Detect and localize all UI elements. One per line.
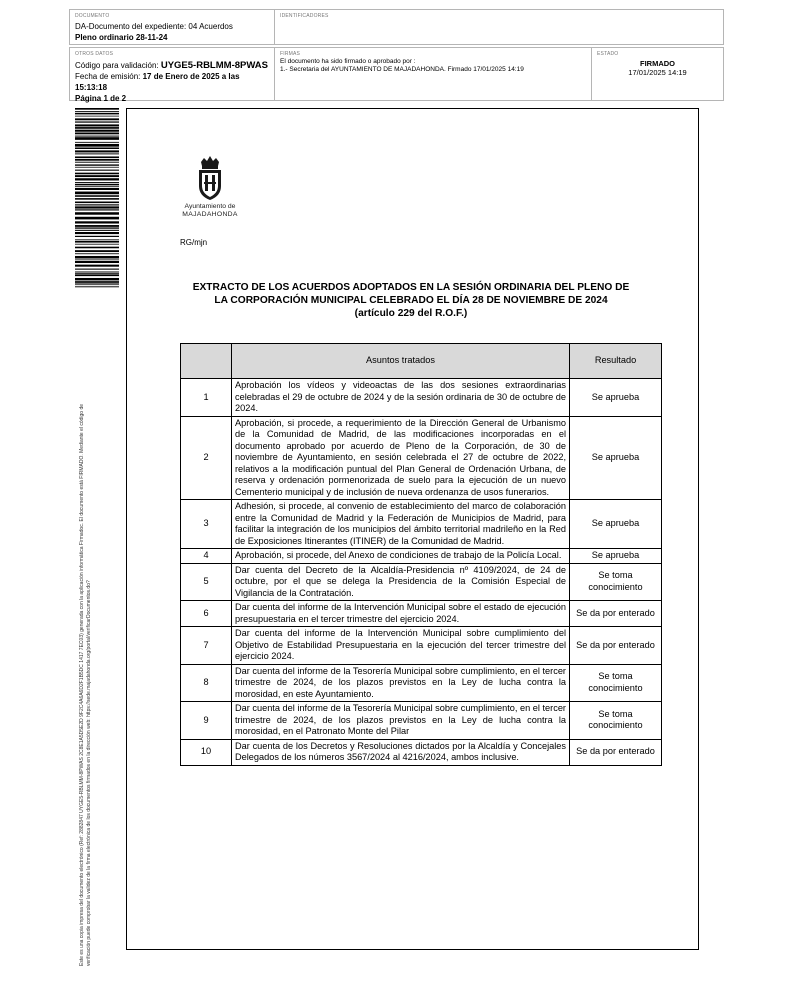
barcode-bar — [75, 247, 119, 249]
barcode-bar — [75, 195, 119, 197]
barcode-bar — [75, 198, 119, 200]
row-number: 3 — [181, 500, 232, 549]
barcode-bar — [75, 113, 119, 115]
barcode-bar — [75, 217, 119, 220]
barcode-bar — [75, 137, 119, 140]
barcode-bar — [75, 124, 119, 126]
codigo-value: UYGE5-RBLMM-8PWAS — [160, 60, 268, 71]
row-number: 2 — [181, 416, 232, 500]
barcode-bar — [75, 184, 119, 186]
row-description: Aprobación, si procede, a requerimiento de la Dirección General de Urbanismo de la Comunidad de Madrid, de las modificaciones incorporadas en el documento aprobado por acuerdo de Pleno de la Corporación, de 30 de noviembre de Ayuntamiento, en sesión celebrada el 27 de octubre de 2022, relativos a la modificación puntual del Plan General de Ordenación Urbana, de reserva y ordenación pormenorizada de suelo para la ejecución de un nuevo Cementerio municipal y de inclusión de nueva ordenanza de usos funerarios. — [232, 416, 570, 500]
barcode-bar — [75, 239, 119, 240]
row-number: 7 — [181, 627, 232, 665]
agreements-table — [180, 343, 662, 766]
row-result: Se toma conocimiento — [570, 563, 662, 601]
row-number: 4 — [181, 549, 232, 564]
barcode-bar — [75, 153, 119, 154]
row-number: 8 — [181, 664, 232, 702]
row-number: 9 — [181, 702, 232, 740]
barcode-bar — [75, 269, 119, 270]
barcode-bar — [75, 206, 119, 208]
barcode-bar — [75, 147, 119, 149]
row-description: Aprobación los vídeos y videoactas de las dos sesiones extraordinarias celebradas el 29 de octubre de 2024 y de la sesión ordinaria de 30 de octubre de 2024. — [232, 379, 570, 417]
table-row — [181, 416, 662, 500]
verification-side-text — [79, 286, 93, 966]
barcode-bar — [75, 250, 119, 252]
row-result: Se aprueba — [570, 379, 662, 417]
row-result: Se da por enterado — [570, 601, 662, 627]
barcode-bar — [75, 204, 119, 205]
logo-line2: MAJADAHONDA — [182, 211, 238, 218]
row-result: Se toma conocimiento — [570, 664, 662, 702]
barcode-bar — [75, 144, 119, 147]
codigo-prefix: Código para validación: — [75, 61, 159, 70]
barcode-bar — [75, 259, 119, 260]
row-result: Se toma conocimiento — [570, 702, 662, 740]
barcode-bar — [75, 202, 119, 204]
estado-label: ESTADO — [597, 51, 619, 57]
row-description: Dar cuenta del Decreto de la Alcaldía-Presidencia nº 4109/2024, de 24 de octubre, por el que se delega la Presidencia de la Comisión Especial de Vigilancia de la Contratación. — [232, 563, 570, 601]
fecha-emision — [75, 71, 269, 93]
barcode-bar — [75, 274, 119, 276]
table-row — [181, 627, 662, 665]
table-row — [181, 664, 662, 702]
title-line2: LA CORPORACIÓN MUNICIPAL CELEBRADO EL DÍA 28 DE NOVIEMBRE DE 2024 — [214, 295, 608, 306]
table-row — [181, 379, 662, 417]
barcode-bar — [75, 232, 119, 234]
estado-value: FIRMADO — [640, 59, 675, 68]
fecha-prefix: Fecha de emisión: — [75, 72, 141, 81]
fecha-value: 17 de Enero de 2025 a las 15:13:18 — [75, 72, 240, 92]
barcode-bar — [75, 130, 119, 132]
side-text-line2: verificación puede comprobar la validez de la firma electrónica de los documentos firmados en la dirección web: https://sede.majadahonda.org/portal/verificarDocumentos.do? — [86, 580, 92, 966]
row-result: Se aprueba — [570, 500, 662, 549]
barcode-bar — [75, 253, 119, 254]
header-documento-box — [69, 9, 275, 45]
barcode-bar — [75, 192, 119, 195]
barcode-bar — [75, 116, 119, 117]
table-row — [181, 563, 662, 601]
barcode-bar — [75, 175, 119, 177]
barcode-bar — [75, 142, 119, 143]
barcode-bar — [75, 212, 119, 214]
table-row — [181, 739, 662, 765]
barcode-bar — [75, 225, 119, 227]
header-number — [181, 344, 232, 379]
documento-line1: DA-Documento del expediente: 04 Acuerdos — [75, 22, 233, 31]
barcode-bar — [75, 164, 119, 165]
reference-initials: RG/mjn — [180, 238, 208, 247]
barcode-bar — [75, 108, 119, 110]
header-estado-box — [591, 47, 724, 101]
table-row — [181, 500, 662, 549]
row-description: Adhesión, si procede, al convenio de establecimiento del marco de colaboración entre la Comunidad de Madrid y la Federación de Municipios de Madrid, para facilitar la integración de los municipios del ámbito territorial madrileño en la Red de Exposiciones Itinerantes (ITINER) de la Comunidad de Madrid. — [232, 500, 570, 549]
barcode-bar — [75, 136, 119, 137]
barcode-bar — [75, 132, 119, 134]
title-line1: EXTRACTO DE LOS ACUERDOS ADOPTADOS EN LA SESIÓN ORDINARIA DEL PLENO DE — [192, 282, 630, 293]
barcode-bar — [75, 244, 119, 245]
row-number: 10 — [181, 739, 232, 765]
coat-of-arms-icon — [193, 155, 227, 201]
barcode-bar — [75, 167, 119, 168]
title-line3: (artículo 229 del R.O.F.) — [354, 308, 468, 319]
barcode-image — [75, 108, 119, 288]
barcode-bar — [75, 173, 119, 175]
header-firmas-box — [274, 47, 592, 101]
barcode-bar — [75, 273, 119, 274]
ayuntamiento-logo — [178, 155, 242, 225]
barcode-bar — [75, 188, 119, 190]
table-row — [181, 549, 662, 564]
row-description: Aprobación, si procede, del Anexo de condiciones de trabajo de la Policía Local. — [232, 549, 570, 564]
barcode-bar — [75, 159, 119, 161]
barcode-bar — [75, 221, 119, 223]
table-row — [181, 601, 662, 627]
side-text-line1: Este es una copia impresa del documento electrónico (Ref: 2882847 UYGE5-RBLMM-8PWAS 2C8E1A5D5E2D 9F2C4A6A6D2F1B5DC 1417 7EC03) generada con la aplicación informática Firmadoc. El documento está FIRMADO. Mediante el código de — [79, 403, 85, 966]
barcode-bar — [75, 236, 119, 237]
identificadores-label: IDENTIFICADORES — [280, 13, 329, 19]
row-result: Se da por enterado — [570, 627, 662, 665]
barcode-bar — [75, 170, 119, 171]
barcode-bar — [75, 118, 119, 120]
barcode-bar — [75, 265, 119, 267]
logo-line1: Ayuntamiento de — [184, 203, 236, 210]
firmas-line1: El documento ha sido firmado o aprobado por : — [280, 58, 416, 65]
codigo-validacion — [75, 60, 269, 71]
row-description: Dar cuenta del informe de la Intervención Municipal sobre el estado de ejecución presupuestaria en el tercer trimestre del ejercicio 2024. — [232, 601, 570, 627]
row-description: Dar cuenta del informe de la Intervención Municipal sobre cumplimiento del Objetivo de Estabilidad Presupuestaria en la ejecución del tercer trimestre del ejercicio 2024. — [232, 627, 570, 665]
barcode-bar — [75, 241, 119, 243]
barcode-bar — [75, 272, 119, 273]
barcode-bar — [75, 256, 119, 259]
row-description: Dar cuenta del informe de la Tesorería Municipal sobre cumplimiento, en el tercer trimestre de 2024, de los plazos previstos en la Ley de lucha contra la morosidad, en este Ayuntamiento. — [232, 664, 570, 702]
barcode-bar — [75, 162, 119, 163]
barcode-bar — [75, 111, 119, 112]
barcode-bar — [75, 227, 119, 228]
barcode-bar — [75, 150, 119, 152]
barcode-bar — [75, 209, 119, 210]
documento-label: DOCUMENTO — [75, 13, 110, 19]
table-row — [181, 702, 662, 740]
header-asuntos: Asuntos tratados — [232, 344, 570, 379]
barcode-bar — [75, 278, 119, 280]
barcode-bar — [75, 127, 119, 129]
barcode-bar — [75, 230, 119, 231]
barcode-bar — [75, 182, 119, 183]
documento-line2: Pleno ordinario 28-11-24 — [75, 33, 168, 42]
row-result: Se aprueba — [570, 549, 662, 564]
estado-date: 17/01/2025 14:19 — [628, 68, 687, 77]
row-number: 6 — [181, 601, 232, 627]
barcode-bar — [75, 156, 119, 158]
row-result: Se aprueba — [570, 416, 662, 500]
barcode-bar — [75, 281, 119, 283]
row-description: Dar cuenta de los Decretos y Resoluciones dictados por la Alcaldía y Concejales Delegados de los números 3567/2024 al 4216/2024, ambos inclusive. — [232, 739, 570, 765]
otros-datos-label: OTROS DATOS — [75, 51, 114, 57]
row-number: 1 — [181, 379, 232, 417]
row-description: Dar cuenta del informe de la Tesorería Municipal sobre cumplimiento, en el tercer trimestre de 2024, de los plazos previstos en la Ley de lucha contra la morosidad, en el Patronato Monte del Pilar — [232, 702, 570, 740]
row-number: 5 — [181, 563, 232, 601]
document-title — [180, 281, 642, 320]
barcode-bar — [75, 178, 119, 180]
header-otros-datos-box — [69, 47, 275, 101]
row-result: Se da por enterado — [570, 739, 662, 765]
header-resultado: Resultado — [570, 344, 662, 379]
table-header-row — [181, 344, 662, 379]
pagina: Página 1 de 2 — [75, 94, 127, 103]
firmas-label: FIRMAS — [280, 51, 301, 57]
barcode-bar — [75, 186, 119, 187]
firmas-line2: 1.- Secretaria del AYUNTAMIENTO DE MAJADAHONDA. Firmado 17/01/2025 14:19 — [280, 66, 524, 73]
barcode-bar — [75, 121, 119, 122]
barcode-bar — [75, 283, 119, 284]
barcode-bar — [75, 261, 119, 263]
header-identificadores-box — [274, 9, 724, 45]
